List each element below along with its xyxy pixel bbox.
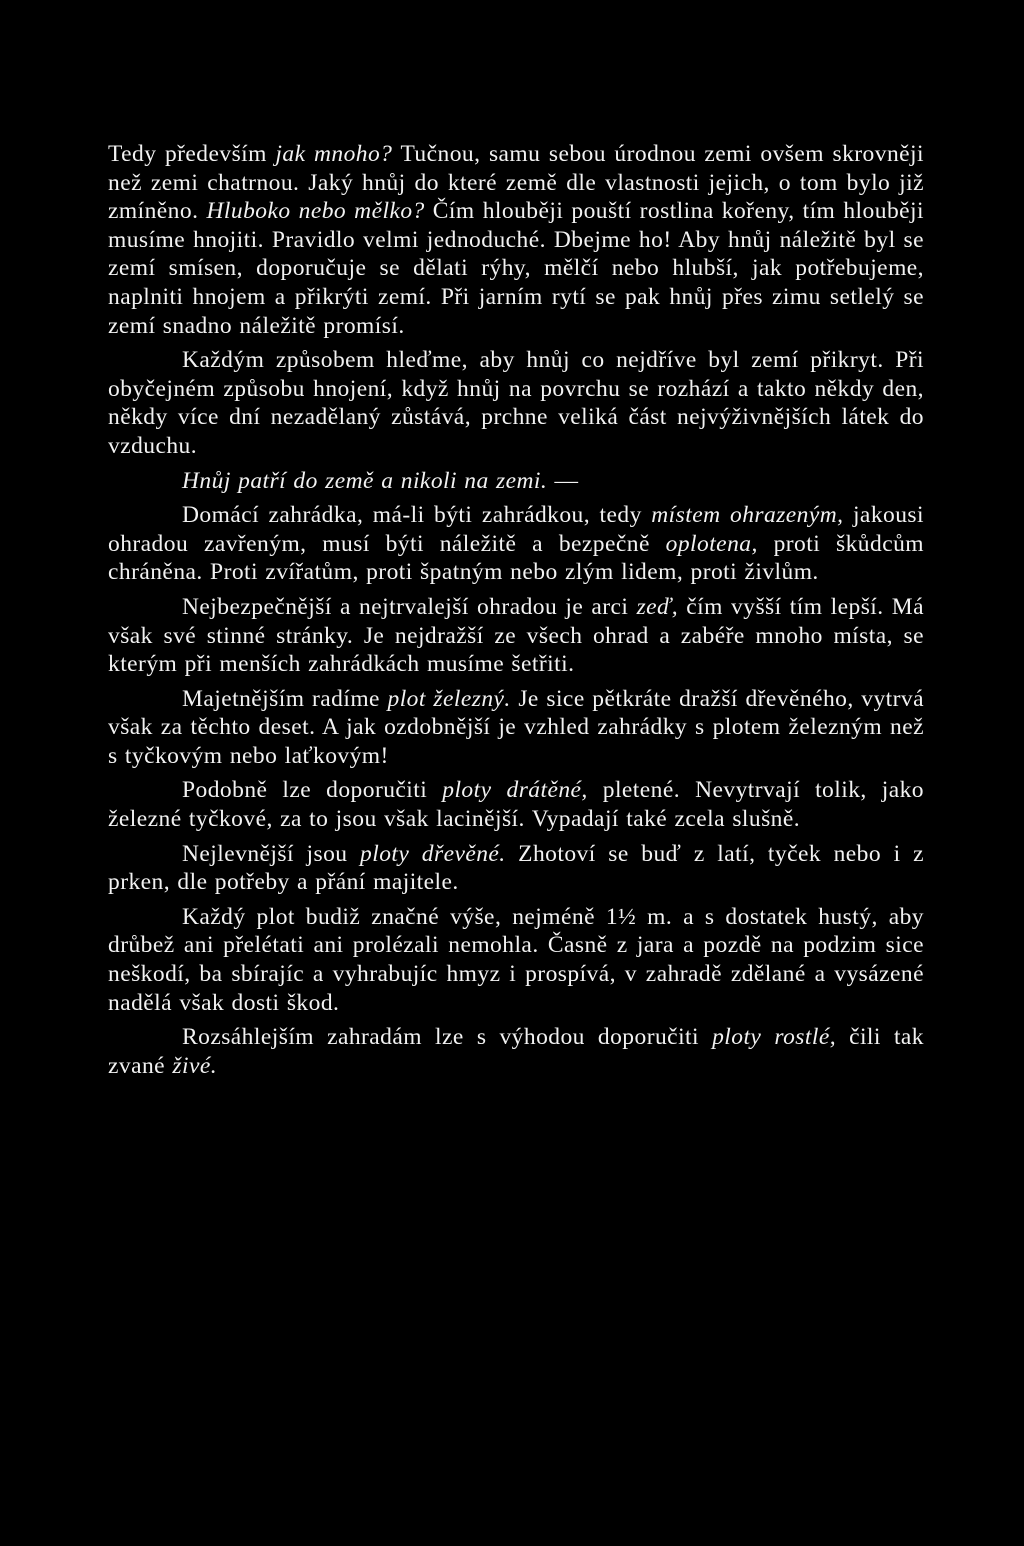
paragraph-5 <box>108 593 924 679</box>
text-run: čím vyšší tím lepší. Má však své stinné stránky. Je nejdražší ze všech ohrad a zabéře mnoho místa, se kterým při menších zahrádkách musíme šetřiti. <box>108 593 924 678</box>
emphasis-wall: zeď, <box>636 593 679 620</box>
paragraph-2 <box>108 346 924 460</box>
paragraph-9 <box>108 903 924 1017</box>
text-run: Je sice pětkráte dražší dřevěného, vytrvá však za těchto deset. A jak ozdobnější je vzhled zahrádky s plotem železným než s tyčkovým nebo laťkovým! <box>108 685 924 769</box>
text-run: čili tak zvané <box>108 1024 924 1079</box>
text-run: Tučnou, samu sebou úrodnou zemi ovšem skrovněji než zemi chatrnou. Jaký hnůj do které země dle vlastnosti jejich, o tom bylo již zmíněno. <box>108 141 924 225</box>
emphasis-wooden-fences: ploty dřevěné. <box>360 840 506 867</box>
paragraph-8 <box>108 840 924 897</box>
emphasis-iron-fence: plot železný. <box>387 685 511 712</box>
text-run: Nejbezpečnější a nejtrvalejší ohradou je arci <box>182 593 637 620</box>
text-run: Tedy především <box>108 141 276 167</box>
emphasis-maxim: Hnůj patří do země a nikoli na zemi. <box>182 467 548 494</box>
text-run: Domácí zahrádka, má-li býti zahrádkou, tedy <box>182 502 652 529</box>
emphasis-deep-or-shallow: Hluboko nebo mělko? <box>206 198 425 225</box>
emphasis-how-much: jak mnoho? <box>275 141 393 167</box>
text-run: — <box>547 467 579 494</box>
paragraph-10 <box>108 1023 924 1080</box>
paragraph-3-maxim <box>108 467 924 496</box>
text-run: Podobně lze doporučiti <box>182 777 443 804</box>
emphasis-wire-fences: ploty drátěné, <box>442 777 588 804</box>
paragraph-6 <box>108 685 924 771</box>
emphasis-fenced: oplotena, <box>665 530 758 557</box>
text-run: Každý plot budiž značné výše, nejméně 1½ m. a s dostatek hustý, aby drůbež ani přelétati ani prolézali nemohla. Časně z jara a pozdě na podzim sice neškodí, ba sbírajíc a vyhrabujíc hmyz i prospívá, v zahradě zdělané a vysázené nadělá však dosti škod. <box>108 903 924 1016</box>
document-page <box>108 140 924 1086</box>
text-run: Zhotoví se buď z latí, tyček nebo i z prken, dle potřeby a přání majitele. <box>108 840 925 896</box>
text-run: Každým způsobem hleďme, aby hnůj co nejdříve byl zemí přikryt. Při obyčejném způsobu hnojení, když hnůj na povrchu se rozhází a takto někdy den, někdy více dní nezadělaný zůstává, prchne veliká část nejvýživnějších látek do vzduchu. <box>108 347 924 459</box>
emphasis-enclosed-place: místem ohrazeným, <box>651 502 844 529</box>
text-run: proti škůdcům chráněna. Proti zvířatům, proti špatným nebo zlým lidem, proti živlům. <box>108 530 925 586</box>
text-run: Rozsáhlejším zahradám lze s výhodou doporučiti <box>182 1024 713 1051</box>
paragraph-7 <box>108 776 924 833</box>
emphasis-living: živé. <box>172 1052 218 1079</box>
paragraph-1 <box>108 140 924 340</box>
text-run: Nejlevnější jsou <box>182 840 361 867</box>
text-run: pletené. Nevytrvají tolik, jako železné tyčkové, za to jsou však lacinější. Vypadají také zcela slušně. <box>108 777 924 833</box>
text-run: Majetnějším radíme <box>182 685 388 712</box>
emphasis-grown-fences: ploty rostlé, <box>712 1024 837 1051</box>
text-run: jakousi ohradou zavřeným, musí býti náležitě a bezpečně <box>108 502 924 557</box>
paragraph-4 <box>108 501 924 587</box>
text-run: Čím hlouběji pouští rostlina kořeny, tím hlouběji musíme hnojiti. Pravidlo velmi jednoduché. Dbejme ho! Aby hnůj náležitě byl se zemí smísen, doporučuje se dělati rýhy, mělčí nebo hlubší, jak potřebujeme, naplniti hnojem a přikrýti zemí. Při jarním rytí se pak hnůj přes zimu setlelý se zemí snadno náležitě promísí. <box>108 198 924 339</box>
